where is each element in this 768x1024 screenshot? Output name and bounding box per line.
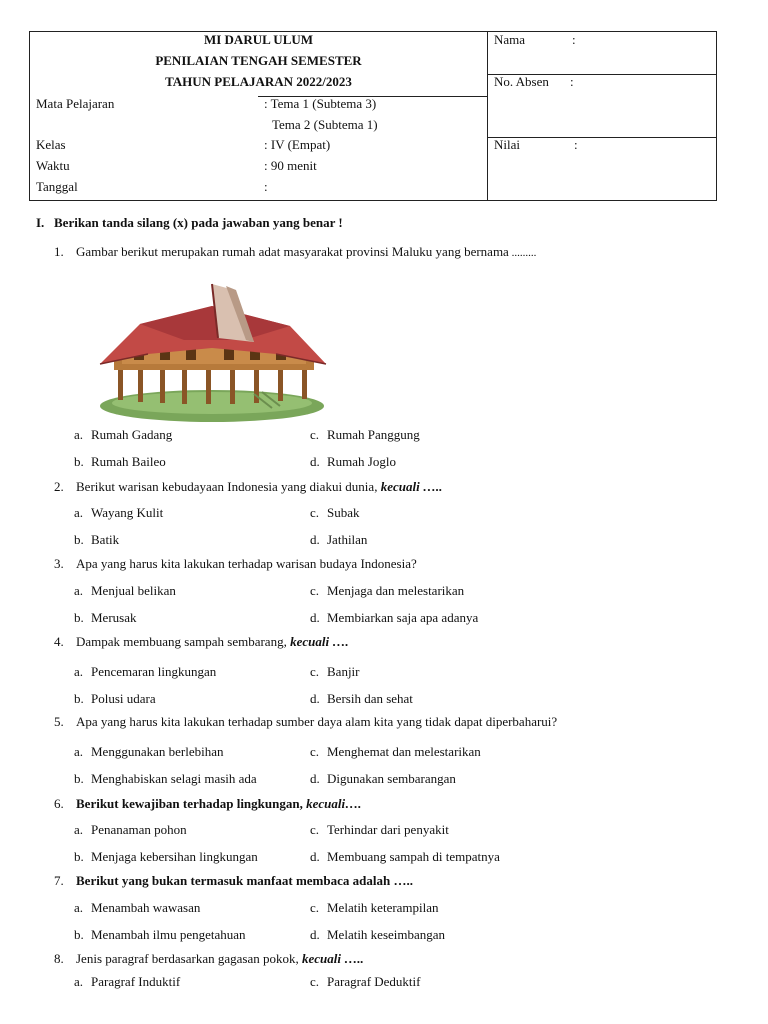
q1-option-d[interactable]: d. Rumah Joglo xyxy=(310,454,396,469)
question-7: 7. Berikut yang bukan termasuk manfaat membaca adalah ….. xyxy=(54,873,413,888)
q4-option-a[interactable]: a. Pencemaran lingkungan xyxy=(74,664,217,679)
field-value-time: : 90 menit xyxy=(264,158,317,173)
field-value-subject-2: Tema 2 (Subtema 1) xyxy=(272,117,378,132)
score-colon: : xyxy=(574,137,578,152)
section-heading: I. Berikan tanda silang (x) pada jawaban yang benar ! xyxy=(36,215,343,230)
q6-option-c[interactable]: c. Terhindar dari penyakit xyxy=(310,822,449,837)
score-label: Nilai xyxy=(494,137,520,152)
absen-colon: : xyxy=(570,74,574,89)
question-2: 2. Berikut warisan kebudayaan Indonesia yang diakui dunia, kecuali ….. xyxy=(54,479,443,494)
rumah-baileo-image xyxy=(94,282,330,426)
question-6: 6. Berikut kewajiban terhadap lingkungan, kecuali…. xyxy=(54,796,362,811)
academic-year: TAHUN PELAJARAN 2022/2023 xyxy=(165,74,352,89)
q5-option-d[interactable]: d. Digunakan sembarangan xyxy=(310,771,456,786)
q7-option-c[interactable]: c. Melatih keterampilan xyxy=(310,900,439,915)
q2-option-d[interactable]: d. Jathilan xyxy=(310,532,368,547)
q3-option-c[interactable]: c. Menjaga dan melestarikan xyxy=(310,583,465,598)
field-label-date: Tanggal xyxy=(36,179,78,194)
question-1: 1. Gambar berikut merupakan rumah adat masyarakat provinsi Maluku yang bernama ......... xyxy=(54,244,537,259)
q7-option-b[interactable]: b. Menambah ilmu pengetahuan xyxy=(74,927,246,942)
field-label-time: Waktu xyxy=(36,158,70,173)
absen-label: No. Absen xyxy=(494,74,549,89)
q7-option-d[interactable]: d. Melatih keseimbangan xyxy=(310,927,446,942)
header-table xyxy=(29,31,717,201)
q3-option-a[interactable]: a. Menjual belikan xyxy=(74,583,176,598)
q8-option-a[interactable]: a. Paragraf Induktif xyxy=(74,974,181,989)
exam-title: PENILAIAN TENGAH SEMESTER xyxy=(155,53,362,68)
q5-option-a[interactable]: a. Menggunakan berlebihan xyxy=(74,744,224,759)
field-value-class: : IV (Empat) xyxy=(264,137,331,152)
q3-option-b[interactable]: b. Merusak xyxy=(74,610,137,625)
name-label: Nama xyxy=(494,32,526,47)
q2-option-b[interactable]: b. Batik xyxy=(74,532,120,547)
q7-option-a[interactable]: a. Menambah wawasan xyxy=(74,900,201,915)
q6-option-b[interactable]: b. Menjaga kebersihan lingkungan xyxy=(74,849,258,864)
q4-option-c[interactable]: c. Banjir xyxy=(310,664,360,679)
q4-option-d[interactable]: d. Bersih dan sehat xyxy=(310,691,413,706)
field-label-subject: Mata Pelajaran xyxy=(36,96,115,111)
q4-option-b[interactable]: b. Polusi udara xyxy=(74,691,156,706)
q3-option-d[interactable]: d. Membiarkan saja apa adanya xyxy=(310,610,479,625)
q5-option-c[interactable]: c. Menghemat dan melestarikan xyxy=(310,744,481,759)
q1-option-b[interactable]: b. Rumah Baileo xyxy=(74,454,166,469)
q6-option-a[interactable]: a. Penanaman pohon xyxy=(74,822,187,837)
q2-option-a[interactable]: a. Wayang Kulit xyxy=(74,505,164,520)
q1-option-c[interactable]: c. Rumah Panggung xyxy=(310,427,420,442)
field-value-date: : xyxy=(264,179,268,194)
field-label-class: Kelas xyxy=(36,137,66,152)
school-name: MI DARUL ULUM xyxy=(203,32,314,47)
q8-option-c[interactable]: c. Paragraf Deduktif xyxy=(310,974,421,989)
q1-option-a[interactable]: a. Rumah Gadang xyxy=(74,427,173,442)
name-colon: : xyxy=(572,32,576,47)
q2-option-c[interactable]: c. Subak xyxy=(310,505,360,520)
question-8: 8. Jenis paragraf berdasarkan gagasan pokok, kecuali ….. xyxy=(54,951,364,966)
q6-option-d[interactable]: d. Membuang sampah di tempatnya xyxy=(310,849,500,864)
question-3: 3. Apa yang harus kita lakukan terhadap warisan budaya Indonesia? xyxy=(54,556,417,571)
field-value-subject: : Tema 1 (Subtema 3) xyxy=(264,96,377,111)
question-5: 5. Apa yang harus kita lakukan terhadap sumber daya alam kita yang tidak dapat diperbaharui? xyxy=(54,714,558,729)
q5-option-b[interactable]: b. Menghabiskan selagi masih ada xyxy=(74,771,257,786)
question-4: 4. Dampak membuang sampah sembarang, kecuali …. xyxy=(54,634,349,649)
